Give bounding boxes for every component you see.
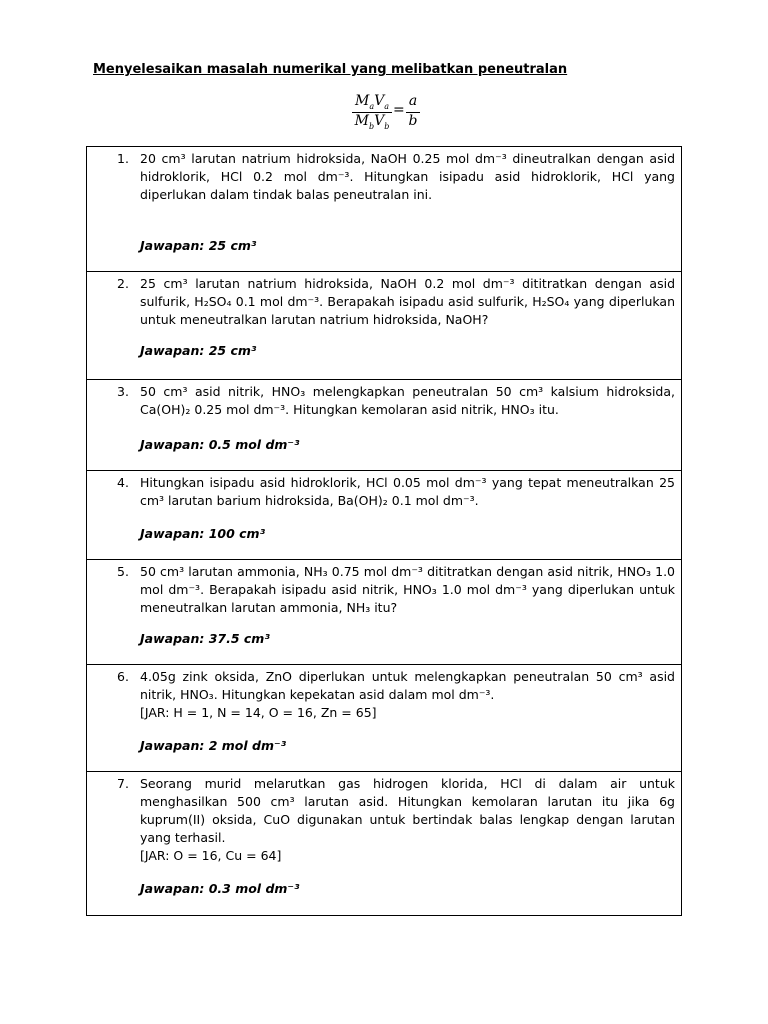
question-number: 1.: [117, 151, 129, 166]
question-number: 2.: [117, 276, 129, 291]
formula-rhs-denominator: b: [408, 113, 418, 129]
question-number: 6.: [117, 669, 129, 684]
question-row: [87, 147, 681, 272]
question-number: 7.: [117, 776, 129, 791]
question-text: Hitungkan isipadu asid hidroklorik, HCl 0.05 mol dm⁻³ yang tepat meneutralkan 25 cm³ larutan barium hidroksida, Ba(OH)₂ 0.1 mol dm⁻³.: [140, 475, 675, 508]
question-extra: [JAR: H = 1, N = 14, O = 16, Zn = 65]: [140, 705, 377, 720]
formula-lhs-numerator: $M_aV_a$: [354, 93, 390, 111]
question-answer: Jawapan: 25 cm³: [140, 238, 257, 253]
question-number: 5.: [117, 564, 129, 579]
formula-fraction-bar: [352, 112, 392, 113]
question-row: [87, 272, 681, 380]
question-row: [87, 772, 681, 915]
question-text: 4.05g zink oksida, ZnO diperlukan untuk melengkapkan peneutralan 50 cm³ asid nitrik, HNO₃. Hitungkan kepekatan asid dalam mol dm⁻³. [JAR: H = 1, N = 14, O = 16, Zn = 65]: [140, 669, 675, 720]
formula-rhs-numerator: a: [408, 93, 418, 109]
question-row: [87, 471, 681, 560]
formula-equals: =: [393, 102, 405, 118]
question-answer: Jawapan: 37.5 cm³: [140, 631, 270, 646]
question-row: [87, 665, 681, 772]
question-number: 4.: [117, 475, 129, 490]
question-answer: Jawapan: 25 cm³: [140, 343, 257, 358]
questions-table: [86, 146, 682, 916]
question-row: [87, 380, 681, 471]
question-answer: Jawapan: 100 cm³: [140, 526, 266, 541]
question-answer: Jawapan: 0.5 mol dm⁻³: [140, 437, 300, 452]
question-text: 25 cm³ larutan natrium hidroksida, NaOH 0.2 mol dm⁻³ dititratkan dengan asid sulfurik, H₂SO₄ 0.1 mol dm⁻³. Berapakah isipadu asid sulfurik, H₂SO₄ yang diperlukan untuk meneutralkan larutan natrium hidroksida, NaOH?: [140, 276, 675, 327]
question-answer: Jawapan: 0.3 mol dm⁻³: [140, 881, 300, 896]
question-text: 50 cm³ larutan ammonia, NH₃ 0.75 mol dm⁻³ dititratkan dengan asid nitrik, HNO₃ 1.0 mol dm⁻³. Berapakah isipadu asid nitrik, HNO₃ 1.0 mol dm⁻³ yang diperlukan untuk meneutralkan larutan ammonia, NH₃ itu?: [140, 564, 675, 615]
question-text: 50 cm³ asid nitrik, HNO₃ melengkapkan peneutralan 50 cm³ kalsium hidroksida, Ca(OH)₂ 0.25 mol dm⁻³. Hitungkan kemolaran asid nitrik, HNO₃ itu.: [140, 384, 675, 417]
question-number: 3.: [117, 384, 129, 399]
question-extra: [JAR: O = 16, Cu = 64]: [140, 848, 282, 863]
question-text: 20 cm³ larutan natrium hidroksida, NaOH 0.25 mol dm⁻³ dineutralkan dengan asid hidroklorik, HCl 0.2 mol dm⁻³. Hitungkan isipadu asid hidroklorik, HCl yang diperlukan dalam tindak balas peneutralan ini.: [140, 151, 675, 202]
formula-lhs-denominator: $M_bV_b$: [354, 113, 390, 131]
page-title: Menyelesaikan masalah numerikal yang melibatkan peneutralan: [93, 62, 568, 77]
question-answer: Jawapan: 2 mol dm⁻³: [140, 738, 287, 753]
question-row: [87, 560, 681, 665]
question-text: Seorang murid melarutkan gas hidrogen klorida, HCl di dalam air untuk menghasilkan 500 cm³ larutan asid. Hitungkan kemolaran larutan itu jika 6g kuprum(II) oksida, CuO digunakan untuk bertindak balas lengkap dengan larutan yang terhasil. [JAR: O = 16, Cu = 64]: [140, 776, 675, 863]
neutralization-formula: [352, 93, 422, 133]
